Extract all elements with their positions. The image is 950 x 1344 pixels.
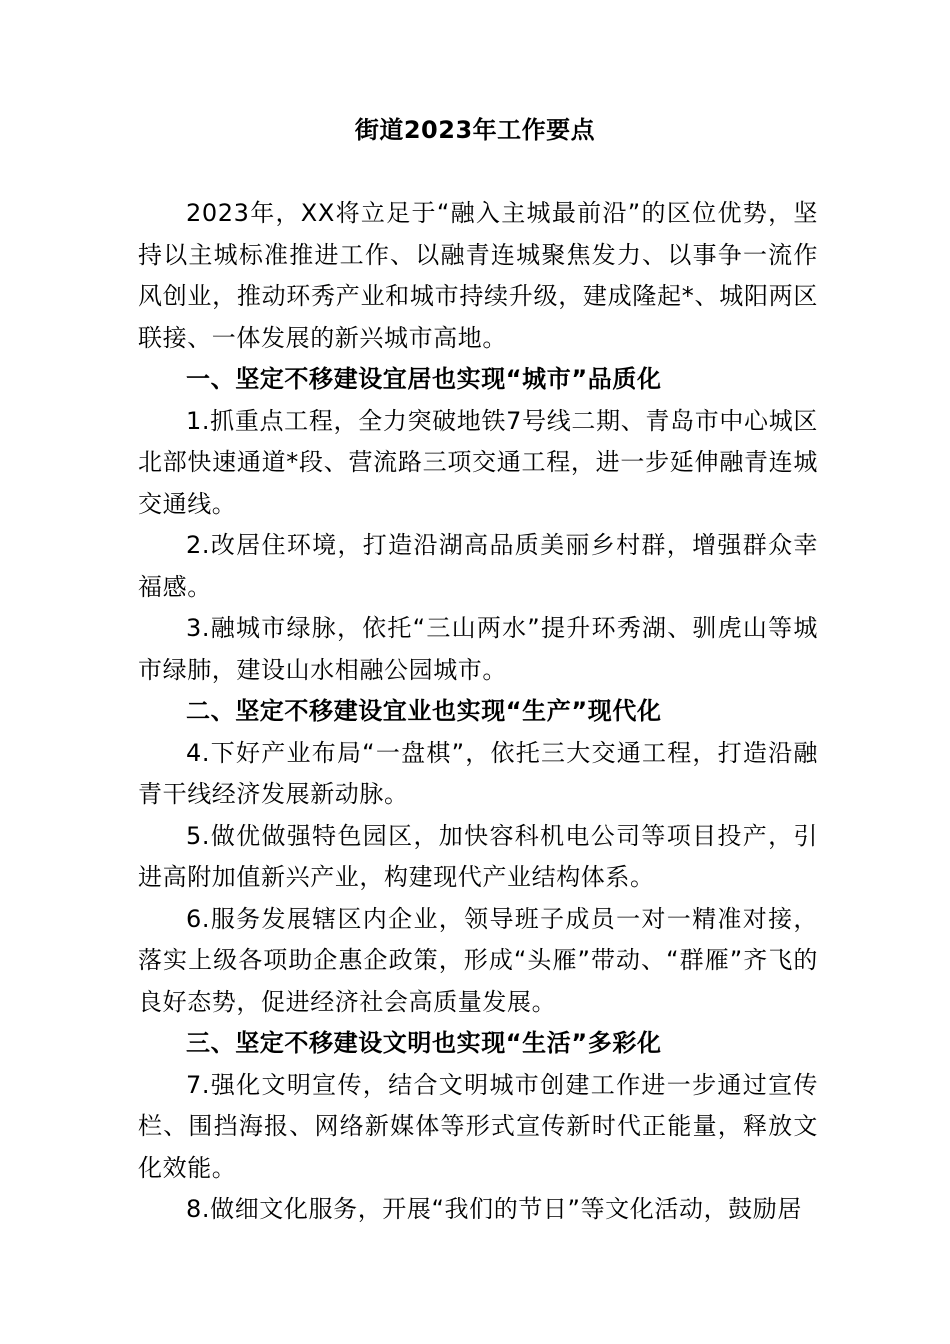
intro-paragraph: 2023年，XX将立足于“融入主城最前沿”的区位优势，坚持以主城标准推进工作、以融青连城聚焦发力、以事争一流作风创业，推动环秀产业和城市持续升级，建成隆起*、城阳两区联接、一体发展的新兴城市高地。 <box>138 199 818 352</box>
item-paragraph-3: 3.融城市绿脉，依托“三山两水”提升环秀湖、驯虎山等城市绿肺，建设山水相融公园城市。 <box>138 614 818 684</box>
item-paragraph-7: 7.强化文明宣传，结合文明城市创建工作进一步通过宣传栏、围挡海报、网络新媒体等形式宣传新时代正能量，释放文化效能。 <box>138 1070 818 1182</box>
section-heading-2: 二、坚定不移建设宜业也实现“生产”现代化 <box>186 697 662 725</box>
document-title: 街道2023年工作要点 <box>354 116 596 144</box>
item-paragraph-6: 6.服务发展辖区内企业，领导班子成员一对一精准对接，落实上级各项助企惠企政策，形成“头雁”带动、“群雁”齐飞的良好态势，促进经济社会高质量发展。 <box>138 904 818 1016</box>
section-heading-3: 三、坚定不移建设文明也实现“生活”多彩化 <box>186 1029 662 1057</box>
item-paragraph-8: 8.做细文化服务，开展“我们的节日”等文化活动，鼓励居 <box>186 1195 802 1223</box>
item-paragraph-5: 5.做优做强特色园区，加快容科机电公司等项目投产，引进高附加值新兴产业，构建现代产业结构体系。 <box>138 821 818 891</box>
item-paragraph-2: 2.改居住环境，打造沿湖高品质美丽乡村群，增强群众幸福感。 <box>138 531 818 601</box>
item-paragraph-4: 4.下好产业布局“一盘棋”，依托三大交通工程，打造沿融青干线经济发展新动脉。 <box>138 738 818 808</box>
section-heading-1: 一、坚定不移建设宜居也实现“城市”品质化 <box>186 365 662 393</box>
document-body <box>138 193 818 1231</box>
item-paragraph-1: 1.抓重点工程，全力突破地铁7号线二期、青岛市中心城区北部快速通道*段、营流路三项交通工程，进一步延伸融青连城交通线。 <box>138 406 818 518</box>
